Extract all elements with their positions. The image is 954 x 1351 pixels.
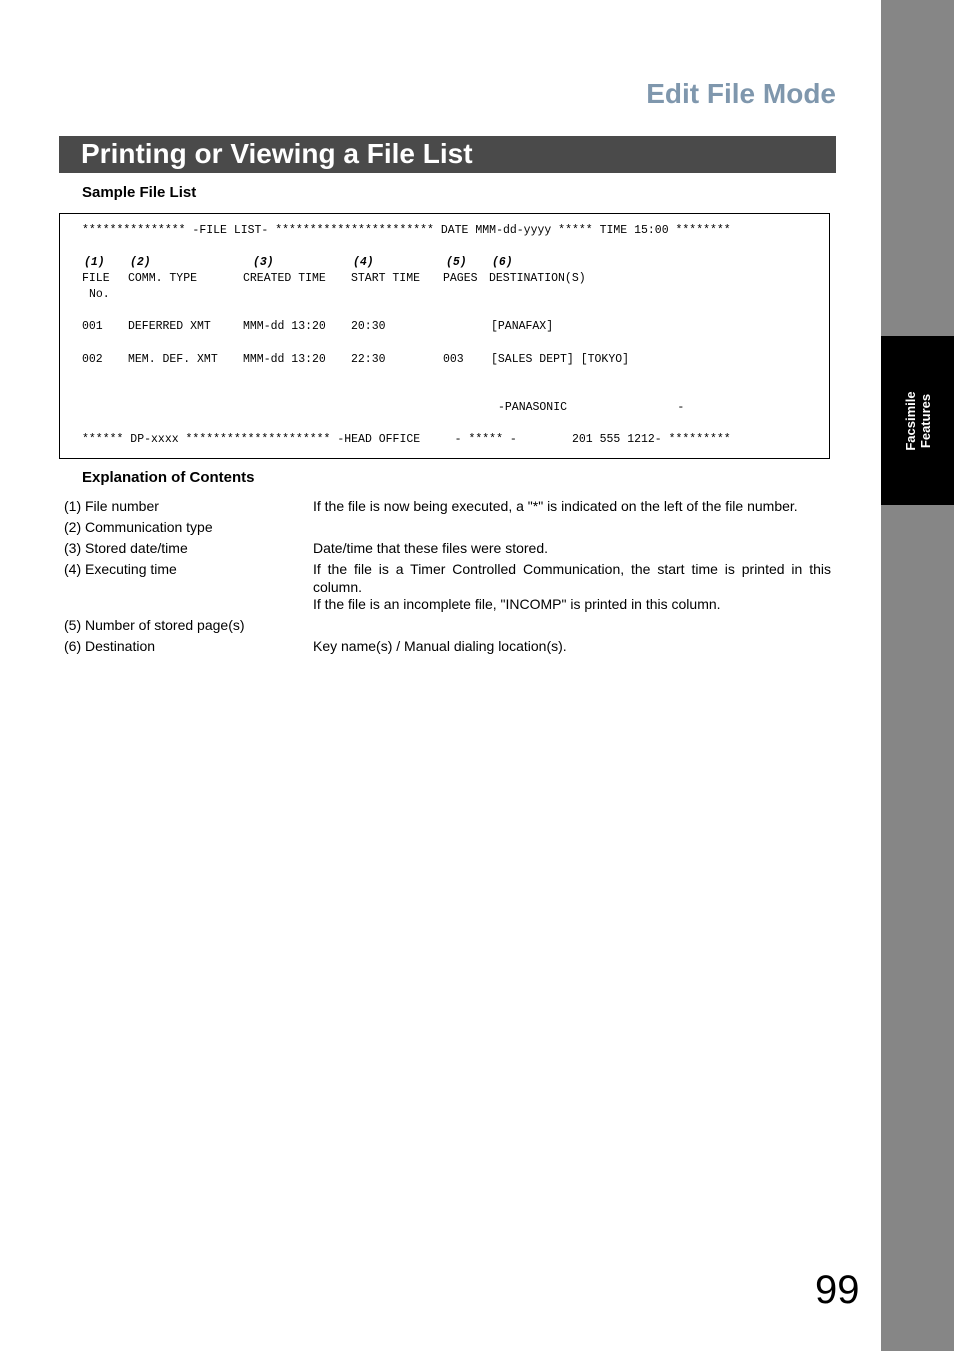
col-number-3: (3) bbox=[253, 256, 274, 269]
row-1-file: 001 bbox=[82, 320, 103, 333]
explanation-label-1: (1) File number bbox=[64, 498, 159, 514]
explanation-label-5: (5) Number of stored page(s) bbox=[64, 617, 245, 633]
explanation-label-2: (2) Communication type bbox=[64, 519, 213, 535]
row-2-start: 22:30 bbox=[351, 353, 386, 366]
explanation-desc-3: Date/time that these files were stored. bbox=[313, 540, 548, 556]
report-top-line: *************** -FILE LIST- *********************** DATE MMM-dd-yyyy ***** TIME 15:00 ******** bbox=[82, 224, 731, 237]
explanation-desc-1: If the file is now being executed, a "*" is indicated on the left of the file number. bbox=[313, 498, 798, 514]
col-number-6: (6) bbox=[492, 256, 513, 269]
col-header-pages: PAGES bbox=[443, 272, 478, 285]
section-title-bar bbox=[59, 136, 836, 173]
section-title: Printing or Viewing a File List bbox=[81, 138, 473, 169]
chapter-tab-line2: Features bbox=[917, 393, 933, 448]
explanation-desc-6: Key name(s) / Manual dialing location(s). bbox=[313, 638, 567, 654]
row-1-comm-type: DEFERRED XMT bbox=[128, 320, 211, 333]
row-1-created: MMM-dd 13:20 bbox=[243, 320, 326, 333]
chapter-tab-line1: Facsimile bbox=[902, 390, 918, 451]
explanation-label-6: (6) Destination bbox=[64, 638, 156, 654]
sample-file-list-report bbox=[59, 213, 830, 459]
row-2-file: 002 bbox=[82, 353, 103, 366]
col-header-file: FILE bbox=[82, 272, 110, 285]
explanation-label-4: (4) Executing time bbox=[64, 561, 177, 577]
side-margin-bar bbox=[881, 0, 954, 1351]
sample-heading: Sample File List bbox=[82, 184, 197, 201]
col-number-5: (5) bbox=[446, 256, 467, 269]
mode-title: Edit File Mode bbox=[646, 78, 836, 109]
col-header-file-no: No. bbox=[89, 288, 110, 301]
row-2-created: MMM-dd 13:20 bbox=[243, 353, 326, 366]
row-2-destination: [SALES DEPT] [TOKYO] bbox=[491, 353, 630, 366]
row-1-start: 20:30 bbox=[351, 320, 386, 333]
explanation-heading: Explanation of Contents bbox=[82, 469, 255, 486]
report-footer-upper: -PANASONIC - bbox=[498, 401, 685, 414]
col-number-4: (4) bbox=[353, 256, 374, 269]
row-1-destination: [PANAFAX] bbox=[491, 320, 554, 333]
page-number: 99 bbox=[815, 1268, 860, 1312]
row-2-comm-type: MEM. DEF. XMT bbox=[128, 353, 218, 366]
col-header-created-time: CREATED TIME bbox=[243, 272, 326, 285]
explanation-label-3: (3) Stored date/time bbox=[64, 540, 188, 556]
explanation-desc-4a: If the file is a Timer Controlled Communication, the start time is printed in this column. bbox=[313, 561, 831, 595]
col-header-destinations: DESTINATION(S) bbox=[489, 272, 586, 285]
col-header-comm-type: COMM. TYPE bbox=[128, 272, 198, 285]
explanation-desc-4b: If the file is an incomplete file, "INCOMP" is printed in this column. bbox=[313, 596, 721, 612]
chapter-tab bbox=[881, 336, 954, 505]
col-number-1: (1) bbox=[84, 256, 105, 269]
row-2-pages: 003 bbox=[443, 353, 464, 366]
col-header-start-time: START TIME bbox=[351, 272, 421, 285]
col-number-2: (2) bbox=[130, 256, 151, 269]
report-footer-line: ****** DP-xxxx ********************* -HEAD OFFICE - ***** - 201 555 1212- ********* bbox=[82, 433, 731, 446]
